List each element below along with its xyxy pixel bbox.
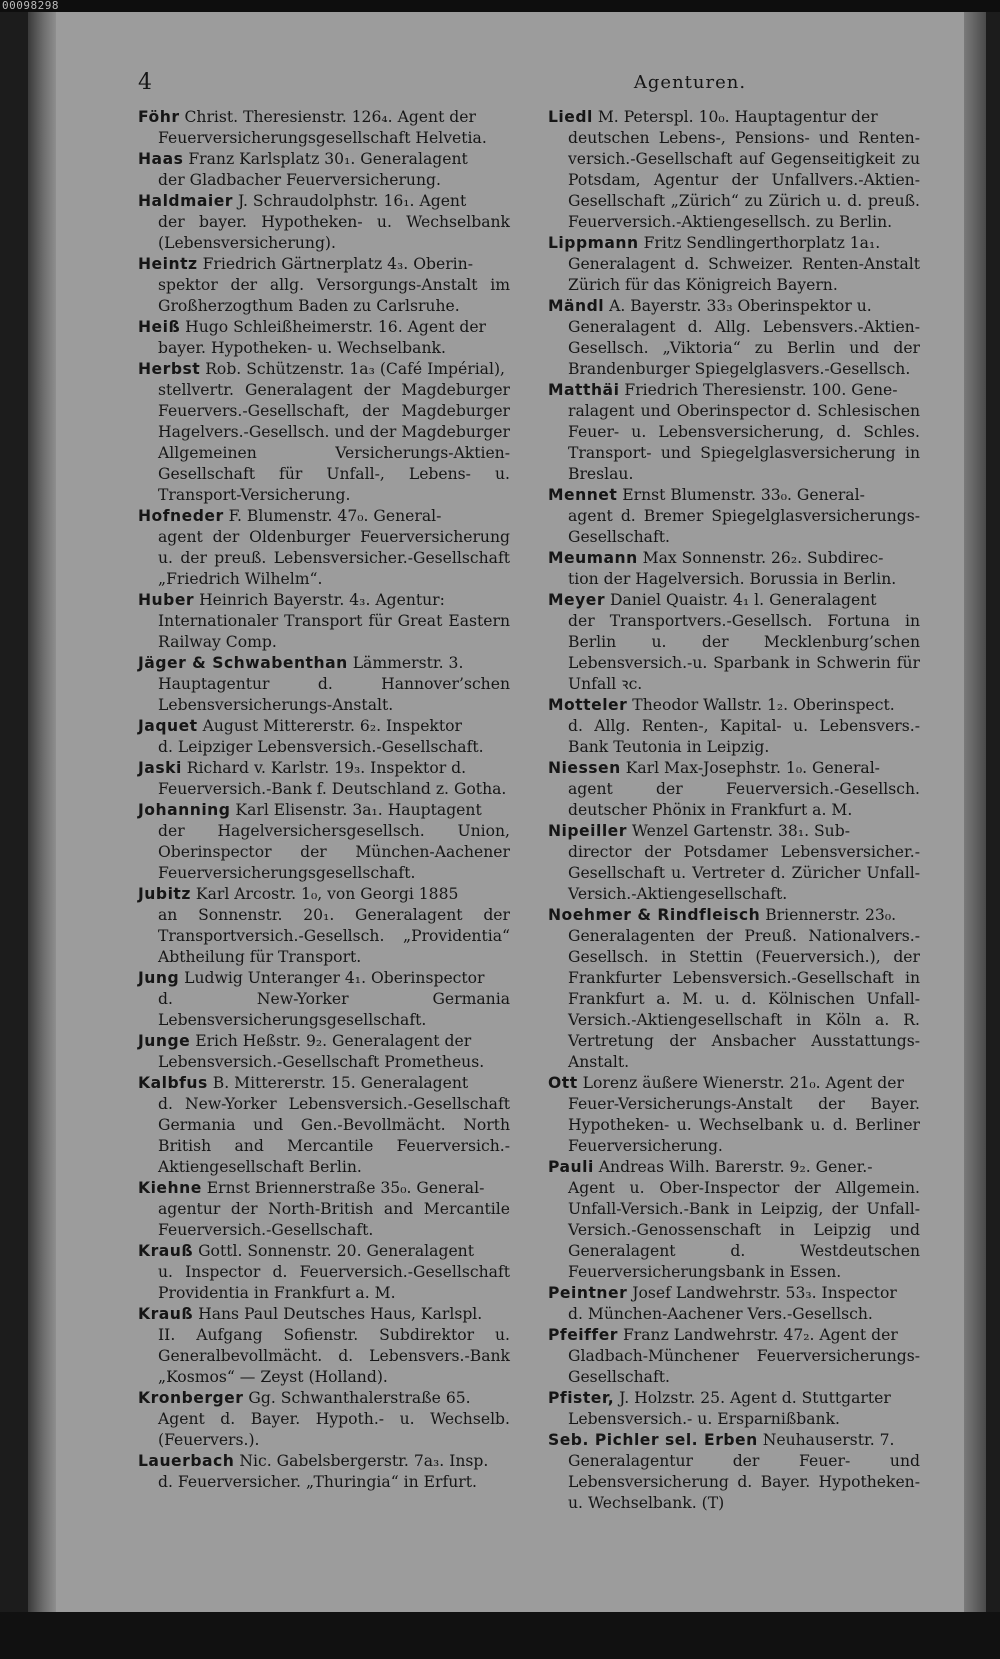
directory-entry bbox=[548, 380, 920, 485]
entry-continuation: der Transportvers.-Gesellsch. Fortuna in Berlin u. der Mecklenburg’schen Lebensversich.-u. Sparbank in Schwerin für Unfall ꝛc. bbox=[568, 612, 920, 693]
entry-continuation: an Sonnenstr. 20₁. Generalagent der Transportversich.-Gesellsch. „Providentia“ Abtheilung für Transport. bbox=[158, 906, 510, 966]
entry-continuation: stellvertr. Generalagent der Magdeburger Feuervers.-Gesellschaft, der Magdeburger Hagelvers.-Gesellsch. und der Magdeburger Allgemeinen Versicherungs-Aktien-Gesellschaft für Unfall-, Lebens- u. Transport-Versicherung. bbox=[158, 381, 510, 504]
directory-entry bbox=[138, 758, 510, 800]
entry-continuation: d. New-Yorker Germania Lebensversicherungsgesellschaft. bbox=[158, 990, 510, 1029]
entry-first-line: Andreas Wilh. Barerstr. 9₂. Gener.- bbox=[598, 1158, 873, 1176]
entry-first-line: J. Holzstr. 25. Agent d. Stuttgarter bbox=[619, 1389, 891, 1407]
section-title: Agenturen. bbox=[633, 72, 747, 93]
entry-name: Mändl bbox=[548, 297, 605, 315]
entry-first-line: M. Peterspl. 10₀. Hauptagentur der bbox=[597, 108, 878, 126]
entry-first-line: Heinrich Bayerstr. 4₃. Agentur: bbox=[199, 591, 445, 609]
directory-entry bbox=[138, 149, 510, 191]
scan-footer-bar bbox=[0, 1612, 1000, 1659]
entry-continuation: Generalagent d. Schweizer. Renten-Anstalt Zürich für das Königreich Bayern. bbox=[568, 255, 920, 294]
entry-name: Niessen bbox=[548, 759, 621, 777]
entry-first-line: Ernst Blumenstr. 33₀. General- bbox=[622, 486, 865, 504]
entry-name: Jaquet bbox=[138, 717, 198, 735]
directory-entry bbox=[138, 107, 510, 149]
entry-name: Junge bbox=[138, 1032, 191, 1050]
entry-continuation: Generalagentur der Feuer- und Lebensversicherung d. Bayer. Hypotheken- u. Wechselbank. (T) bbox=[568, 1452, 920, 1512]
directory-entry bbox=[548, 485, 920, 548]
entry-continuation: Feuerversich.-Bank f. Deutschland z. Gotha. bbox=[158, 780, 507, 798]
directory-entry bbox=[548, 233, 920, 296]
entry-name: Kalbfus bbox=[138, 1074, 208, 1092]
entry-name: Mennet bbox=[548, 486, 618, 504]
directory-entry bbox=[138, 653, 510, 716]
directory-entry bbox=[548, 821, 920, 905]
scan-header-bar bbox=[0, 0, 1000, 12]
directory-entry bbox=[138, 317, 510, 359]
entry-first-line: Karl Elisenstr. 3a₁. Hauptagent bbox=[235, 801, 482, 819]
directory-entry bbox=[138, 1451, 510, 1493]
directory-entry bbox=[548, 1325, 920, 1388]
entry-first-line: Theodor Wallstr. 1₂. Oberinspect. bbox=[632, 696, 895, 714]
entry-first-line: Richard v. Karlstr. 19₃. Inspektor d. bbox=[186, 759, 467, 777]
directory-entry bbox=[138, 191, 510, 254]
entry-first-line: Neuhauserstr. 7. bbox=[762, 1431, 895, 1449]
directory-entry bbox=[138, 359, 510, 506]
entry-name: Pauli bbox=[548, 1158, 594, 1176]
entry-continuation: u. Inspector d. Feuerversich.-Gesellschaft Providentia in Frankfurt a. M. bbox=[158, 1263, 510, 1302]
entry-first-line: August Mittererstr. 6₂. Inspektor bbox=[202, 717, 462, 735]
entry-name: Liedl bbox=[548, 108, 593, 126]
entry-first-line: A. Bayerstr. 33₃ Oberinspektor u. bbox=[609, 297, 872, 315]
directory-entry bbox=[138, 968, 510, 1031]
directory-entry bbox=[138, 590, 510, 653]
entry-continuation: d. Allg. Renten-, Kapital- u. Lebensvers.-Bank Teutonia in Leipzig. bbox=[568, 717, 920, 756]
entry-first-line: Karl Max-Josephstr. 1₀. General- bbox=[625, 759, 880, 777]
entry-continuation: spektor der allg. Versorgungs-Anstalt im Großherzogthum Baden zu Carlsruhe. bbox=[158, 276, 510, 315]
entry-first-line: Karl Arcostr. 1₀, von Georgi 1885 bbox=[195, 885, 459, 903]
directory-entry bbox=[138, 1178, 510, 1241]
entry-continuation: Hauptagentur d. Hannover’schen Lebensversicherungs-Anstalt. bbox=[158, 675, 510, 714]
entry-continuation: deutschen Lebens-, Pensions- und Renten-versich.-Gesellschaft auf Gegenseitigkeit zu Potsdam, Agentur der Unfallvers.-Aktien-Gesellschaft „Zürich“ zu Zürich u. d. preuß. Feuerversich.-Aktiengesellsch. zu Berlin. bbox=[568, 129, 920, 231]
directory-entry bbox=[548, 107, 920, 233]
entry-first-line: Hugo Schleißheimerstr. 16. Agent der bbox=[185, 318, 487, 336]
directory-entry bbox=[548, 695, 920, 758]
entry-name: Meumann bbox=[548, 549, 638, 567]
entry-first-line: Lorenz äußere Wienerstr. 21₀. Agent der bbox=[582, 1074, 904, 1092]
entry-first-line: Josef Landwehrstr. 53₃. Inspector bbox=[632, 1284, 897, 1302]
directory-entry bbox=[548, 296, 920, 380]
entry-name: Herbst bbox=[138, 360, 201, 378]
entry-name: Noehmer & Rindfleisch bbox=[548, 906, 761, 924]
entry-name: Johanning bbox=[138, 801, 231, 819]
entry-continuation: Feuer-Versicherungs-Anstalt der Bayer. Hypotheken- u. Wechselbank u. d. Berliner Feuerversicherung. bbox=[568, 1095, 920, 1155]
entry-name: Krauß bbox=[138, 1305, 194, 1323]
entry-first-line: Friedrich Gärtnerplatz 4₃. Oberin- bbox=[202, 255, 473, 273]
entry-name: Hofneder bbox=[138, 507, 224, 525]
entry-continuation: II. Aufgang Sofienstr. Subdirektor u. Generalbevollmächt. d. Lebensvers.-Bank „Kosmos“ — Zeyst (Holland). bbox=[158, 1326, 510, 1386]
entry-continuation: Feuerversicherungsgesellschaft Helvetia. bbox=[158, 129, 487, 147]
entry-continuation: der Gladbacher Feuerversicherung. bbox=[158, 171, 441, 189]
entry-name: Kiehne bbox=[138, 1179, 202, 1197]
entry-first-line: Gottl. Sonnenstr. 20. Generalagent bbox=[198, 1242, 474, 1260]
entry-first-line: Briennerstr. 23₀. bbox=[765, 906, 897, 924]
directory-entry bbox=[548, 1430, 920, 1514]
entry-first-line: Rob. Schützenstr. 1a₃ (Café Impérial), bbox=[205, 360, 506, 378]
entry-first-line: Hans Paul Deutsches Haus, Karlspl. bbox=[198, 1305, 483, 1323]
entry-first-line: Ernst Briennerstraße 35₀. General- bbox=[206, 1179, 485, 1197]
directory-entry bbox=[138, 800, 510, 884]
entry-name: Krauß bbox=[138, 1242, 194, 1260]
directory-entry bbox=[548, 1073, 920, 1157]
entry-name: Haas bbox=[138, 150, 184, 168]
entry-name: Föhr bbox=[138, 108, 180, 126]
entry-continuation: d. New-Yorker Lebensversich.-Gesellschaft Germania und Gen.-Bevollmächt. North British and Mercantile Feuerversich.-Aktiengesellschaft Berlin. bbox=[158, 1095, 510, 1176]
entry-first-line: F. Blumenstr. 47₀. General- bbox=[228, 507, 442, 525]
entry-first-line: Daniel Quaistr. 4₁ l. Generalagent bbox=[610, 591, 877, 609]
directory-entry bbox=[548, 590, 920, 695]
entry-continuation: Generalagent d. Allg. Lebensvers.-Aktien-Gesellsch. „Viktoria“ zu Berlin und der Brandenburger Spiegelglasvers.-Gesellsch. bbox=[568, 318, 920, 378]
entry-name: Pfeiffer bbox=[548, 1326, 618, 1344]
entry-name: Motteler bbox=[548, 696, 628, 714]
entry-name: Seb. Pichler sel. Erben bbox=[548, 1431, 758, 1449]
entry-continuation: Internationaler Transport für Great Eastern Railway Comp. bbox=[158, 612, 510, 651]
entry-continuation: agentur der North-British and Mercantile Feuerversich.-Gesellschaft. bbox=[158, 1200, 510, 1239]
entry-name: Matthäi bbox=[548, 381, 620, 399]
entry-continuation: Lebensversich.-Gesellschaft Prometheus. bbox=[158, 1053, 485, 1071]
entry-continuation: Agent u. Ober-Inspector der Allgemein. Unfall-Versich.-Bank in Leipzig, der Unfall-Versich.-Genossenschaft in Leipzig und Generalagent d. Westdeutschen Feuerversicherungsbank in Essen. bbox=[568, 1179, 920, 1281]
entry-name: Heintz bbox=[138, 255, 198, 273]
entry-continuation: director der Potsdamer Lebensversicher.-Gesellschaft u. Vertreter d. Züricher Unfall-Versich.-Aktiengesellschaft. bbox=[568, 843, 920, 903]
directory-entry bbox=[138, 884, 510, 968]
entry-continuation: der Hagelversichersgesellsch. Union, Oberinspector der München-Aachener Feuerversicherungsgesellschaft. bbox=[158, 822, 510, 882]
entry-continuation: agent der Feuerversich.-Gesellsch. deutscher Phönix in Frankfurt a. M. bbox=[568, 780, 920, 819]
entry-first-line: Franz Landwehrstr. 47₂. Agent der bbox=[622, 1326, 898, 1344]
entry-name: Lauerbach bbox=[138, 1452, 235, 1470]
directory-entry bbox=[548, 1283, 920, 1325]
entry-name: Kronberger bbox=[138, 1389, 244, 1407]
entry-first-line: Christ. Theresienstr. 126₄. Agent der bbox=[184, 108, 476, 126]
entry-name: Jung bbox=[138, 969, 180, 987]
entry-first-line: Wenzel Gartenstr. 38₁. Sub- bbox=[631, 822, 850, 840]
entry-continuation: bayer. Hypotheken- u. Wechselbank. bbox=[158, 339, 446, 357]
page-edge bbox=[964, 12, 986, 1612]
entry-name: Lippmann bbox=[548, 234, 639, 252]
entry-name: Pfister, bbox=[548, 1389, 615, 1407]
entry-name: Jubitz bbox=[138, 885, 191, 903]
book-spine bbox=[28, 12, 56, 1612]
directory-entry bbox=[138, 506, 510, 590]
entry-first-line: Max Sonnenstr. 26₂. Subdirec- bbox=[642, 549, 884, 567]
entry-continuation: agent d. Bremer Spiegelglasversicherungs-Gesellschaft. bbox=[568, 507, 920, 546]
entry-name: Ott bbox=[548, 1074, 578, 1092]
entry-continuation: Agent d. Bayer. Hypoth.- u. Wechselb. (Feuervers.). bbox=[158, 1410, 510, 1449]
entry-continuation: d. Feuerversicher. „Thuringia“ in Erfurt. bbox=[158, 1473, 477, 1491]
entry-name: Haldmaier bbox=[138, 192, 233, 210]
entry-first-line: Gg. Schwanthalerstraße 65. bbox=[248, 1389, 471, 1407]
directory-entry bbox=[138, 1031, 510, 1073]
entry-first-line: Fritz Sendlingerthorplatz 1a₁. bbox=[643, 234, 881, 252]
entry-first-line: Erich Heßstr. 9₂. Generalagent der bbox=[195, 1032, 472, 1050]
entry-continuation: agent der Oldenburger Feuerversicherung u. der preuß. Lebensversicher.-Gesellschaft „Friedrich Wilhelm“. bbox=[158, 528, 510, 588]
entry-first-line: Franz Karlsplatz 30₁. Generalagent bbox=[188, 150, 468, 168]
entry-continuation: Gladbach-Münchener Feuerversicherungs-Gesellschaft. bbox=[568, 1347, 920, 1386]
entry-continuation: Lebensversich.- u. Ersparnißbank. bbox=[568, 1410, 840, 1428]
directory-entry bbox=[548, 1388, 920, 1430]
entry-first-line: B. Mittererstr. 15. Generalagent bbox=[212, 1074, 469, 1092]
directory-entry bbox=[548, 548, 920, 590]
entry-name: Jäger & Schwabenthan bbox=[138, 654, 348, 672]
right-column bbox=[548, 107, 920, 1514]
entry-first-line: Friedrich Theresienstr. 100. Gene- bbox=[624, 381, 898, 399]
entry-first-line: Nic. Gabelsbergerstr. 7a₃. Insp. bbox=[239, 1452, 489, 1470]
entry-continuation: tion der Hagelversich. Borussia in Berlin. bbox=[568, 570, 897, 588]
directory-entry bbox=[548, 1157, 920, 1283]
entry-continuation: d. Leipziger Lebensversich.-Gesellschaft. bbox=[158, 738, 484, 756]
entry-first-line: Ludwig Unteranger 4₁. Oberinspector bbox=[184, 969, 485, 987]
entry-name: Jaski bbox=[138, 759, 182, 777]
entry-name: Peintner bbox=[548, 1284, 628, 1302]
entry-first-line: J. Schraudolphstr. 16₁. Agent bbox=[237, 192, 467, 210]
page-number: 4 bbox=[138, 70, 152, 95]
entry-name: Nipeiller bbox=[548, 822, 627, 840]
directory-entry bbox=[138, 1388, 510, 1451]
directory-entry bbox=[548, 758, 920, 821]
directory-entry bbox=[138, 1304, 510, 1388]
entry-name: Meyer bbox=[548, 591, 606, 609]
directory-entry bbox=[138, 1073, 510, 1178]
scan-id: 00098298 bbox=[2, 0, 59, 12]
directory-entry bbox=[138, 716, 510, 758]
left-column bbox=[138, 107, 510, 1493]
entry-continuation: d. München-Aachener Vers.-Gesellsch. bbox=[568, 1305, 873, 1323]
directory-entry bbox=[138, 254, 510, 317]
directory-entry bbox=[548, 905, 920, 1073]
entry-continuation: der bayer. Hypotheken- u. Wechselbank (Lebensversicherung). bbox=[158, 213, 510, 252]
entry-first-line: Lämmerstr. 3. bbox=[352, 654, 464, 672]
entry-name: Heiß bbox=[138, 318, 181, 336]
entry-continuation: ralagent und Oberinspector d. Schlesischen Feuer- u. Lebensversicherung, d. Schles. Transport- und Spiegelglasversicherung in Breslau. bbox=[568, 402, 920, 483]
entry-name: Huber bbox=[138, 591, 195, 609]
directory-entry bbox=[138, 1241, 510, 1304]
entry-continuation: Generalagenten der Preuß. Nationalvers.-Gesellsch. in Stettin (Feuerversich.), der Frankfurter Lebensversich.-Gesellschaft in Frankfurt a. M. u. d. Kölnischen Unfall-Versich.-Aktiengesellschaft in Köln a. R. Vertretung der Ansbacher Ausstattungs-Anstalt. bbox=[568, 927, 920, 1071]
